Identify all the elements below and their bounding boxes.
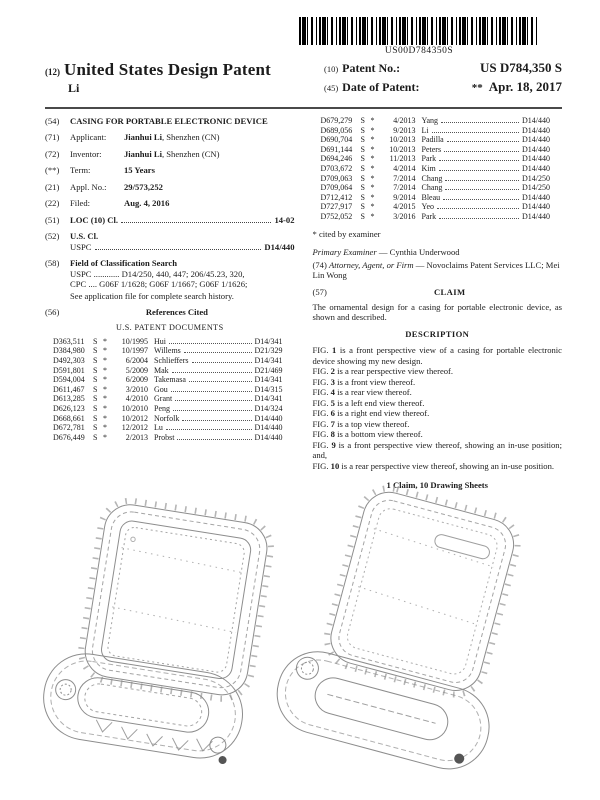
ref-patent-number: D676,449 [53,432,85,442]
ref-name: Mak [154,365,169,375]
ref-patent-number: D679,279 [320,116,353,125]
cited-by-examiner-note: * cited by examiner [312,228,381,239]
ref-patent-number: D384,980 [53,346,85,356]
ref-name: Takemasa [154,375,186,385]
ref-date: 9/2013 [393,125,416,135]
figure-descriptions [313,345,563,471]
ref-name: Kim [421,163,436,173]
dot-leader [444,151,519,152]
ref-date: 3/2010 [125,384,148,394]
dot-leader [171,391,252,392]
ref-date: 10/2013 [389,144,416,154]
dot-leader [172,372,252,373]
claim-heading: (57) CLAIM [312,287,466,298]
reference-row: D676,449 S * 2/2013 Probst D14/440 [53,433,295,443]
right-column [313,116,563,491]
ref-patent-number: D709,064 [320,183,353,193]
claim-text: The ornamental design for a casing for portable electronic device, as shown and described. [312,301,562,323]
ref-name: Chang [421,173,443,183]
ref-name: Yang [421,116,439,125]
term-section: (**) Term: 15 Years [45,165,155,176]
ref-patent-number: D689,056 [320,125,353,135]
reference-row: D689,056 S * 9/2013 Li D14/440 [321,126,563,136]
figure-description-line: FIG. 7 is a top view thereof. [312,418,410,429]
ref-patent-number: D691,144 [320,144,353,154]
ref-name: Probst [154,432,175,442]
us-patent-documents-heading: U.S. PATENT DOCUMENTS [115,322,224,332]
ref-name: Bleau [421,192,441,202]
dot-leader [177,439,251,440]
ref-name: Gou [154,384,168,394]
applicant-name: Jianhui Li [124,132,162,143]
dot-leader [169,343,252,344]
ref-date: 7/2014 [393,183,416,193]
ref-name: Park [421,211,437,221]
reference-row: D703,672 S * 4/2014 Kim D14/440 [321,164,563,174]
ref-class: D14/315 [254,384,283,394]
reference-row: D492,303 S * 6/2004 Schlieffers D14/341 [53,356,295,366]
ref-class: D21/469 [254,365,283,375]
dot-leader [432,132,519,133]
figure-description-line: FIG. 10 is a rear perspective view thereof, showing an in-use position. [312,460,555,471]
ref-name: Willems [154,346,181,356]
header-left [45,60,271,98]
dot-leader [441,122,519,123]
ref-class: D14/440 [522,135,550,145]
ref-class: D14/440 [522,202,550,212]
ref-class: D14/440 [522,125,550,135]
figure-description-line: FIG. 3 is a front view thereof. [312,376,416,387]
header-divider [45,107,562,109]
term-value: 15 Years [124,165,155,176]
search-history-note: See application file for complete search history. [70,290,234,301]
header-right [324,60,562,98]
ref-class: D21/329 [254,346,283,356]
ref-date: 4/2013 [393,116,416,125]
dot-leader [184,352,252,353]
reference-row: D591,801 S * 5/2009 Mak D21/469 [53,366,295,376]
dot-leader [182,420,251,421]
reference-row: D712,412 S * 9/2014 Bleau D14/440 [321,193,563,203]
ref-name: Park [421,154,437,164]
reference-row: D613,285 S * 4/2010 Grant D14/341 [53,394,295,404]
ref-name: Schlieffers [154,355,189,365]
reference-row: D679,279 S * 4/2013 Yang D14/440 [321,116,563,126]
ref-date: 10/2013 [389,135,416,145]
barcode [293,17,545,56]
reference-row: D611,467 S * 3/2010 Gou D14/315 [53,385,295,395]
ref-patent-number: D727,917 [320,202,353,212]
application-number: 29/573,252 [124,181,163,192]
references-table-right [313,116,563,222]
ref-date: 6/2004 [125,355,148,365]
ref-name: Norfolk [154,413,180,423]
patent-no-value: US D784,350 S [480,60,562,75]
application-number-section: (21) Appl. No.: 29/573,252 [45,181,163,192]
loc-class-value: 14-02 [274,214,295,225]
applicant-section: (71) Applicant: Jianhui Li, Shenzhen (CN) [45,132,220,143]
figure-description-line: FIG. 1 is a front perspective view of a casing for portable electronic device showing my new design. [312,345,562,366]
inventor-section: (72) Inventor: Jianhui Li, Shenzhen (CN) [45,148,220,159]
reference-row: D727,917 S * 4/2015 Yeo D14/440 [321,202,563,212]
date-code: (45) [324,83,339,93]
inventor-name: Jianhui Li [124,148,162,159]
dot-leader [95,249,262,250]
dot-leader [439,170,519,171]
ref-class: D14/440 [522,192,550,202]
reference-row: D690,704 S * 10/2013 Padilla D14/440 [321,135,563,145]
dot-leader [437,208,519,209]
ref-class: D14/440 [522,144,550,154]
ref-date: 9/2014 [393,192,416,202]
primary-examiner-line: Primary Examiner — Cynthia Underwood [312,247,460,258]
ref-name: Padilla [421,135,444,145]
ref-patent-number: D690,704 [320,135,353,145]
dot-leader [189,381,252,382]
claims-sheets-note: 1 Claim, 10 Drawing Sheets [386,480,488,491]
ref-date: 4/2010 [125,394,148,404]
ref-patent-number: D668,661 [53,413,85,423]
barcode-image [299,17,539,45]
references-table-left [45,337,295,443]
figure-rear-perspective [288,496,553,788]
us-class-section: (52) U.S. Cl. USPC D14/440 [45,231,295,252]
ref-class: D14/440 [522,154,550,164]
reference-row: D668,661 S * 10/2012 Norfolk D14/440 [53,414,295,424]
reference-row: D626,123 S * 10/2010 Peng D14/324 [53,404,295,414]
left-column [45,116,295,491]
inventor-surname: Li [68,81,80,95]
ref-class: D14/440 [522,116,550,125]
date-label: Date of Patent: [342,80,420,94]
barcode-number: US00D784350S [384,46,454,56]
document-title: United States Design Patent [64,60,272,79]
reference-row: D363,511 S * 10/1995 Hui D14/341 [53,337,295,347]
reference-row: D694,246 S * 11/2013 Park D14/440 [321,154,563,164]
figure-description-line: FIG. 2 is a rear perspective view thereof. [312,366,454,377]
filed-section: (22) Filed: Aug. 4, 2016 [45,198,170,209]
date-value: ** Apr. 18, 2017 [471,79,562,94]
figure-description-line: FIG. 6 is a right end view thereof. [312,408,430,419]
ref-date: 4/2015 [393,202,416,212]
ref-class: D14/440 [254,423,283,433]
dot-leader [173,410,252,411]
reference-row: D709,064 S * 7/2014 Chang D14/250 [321,183,563,193]
figure-description-line: FIG. 9 is a front perspective view thereof, showing an in-use position; and, [312,439,562,461]
ref-patent-number: D703,672 [320,163,353,173]
reference-row: D672,781 S * 12/2012 Lu D14/440 [53,423,295,433]
uspc-value: D14/440 [264,241,295,252]
dot-leader [445,189,519,190]
ref-date: 2/2013 [125,432,148,442]
ref-date: 5/2009 [125,365,148,375]
ref-patent-number: D492,303 [53,355,85,365]
ref-patent-number: D694,246 [320,154,353,164]
kind-code: (12) [45,67,60,77]
dot-leader [447,141,519,142]
ref-name: Peters [421,144,442,154]
reference-row: D594,004 S * 6/2009 Takemasa D14/341 [53,375,295,385]
ref-name: Peng [154,403,170,413]
ref-class: D14/440 [522,163,550,173]
dot-leader [121,222,271,223]
loc-class-section: (51) LOC (10) Cl. 14-02 [45,214,295,225]
ref-date: 10/2010 [121,403,148,413]
title-section: (54) CASING FOR PORTABLE ELECTRONIC DEVICE [45,116,295,126]
dot-leader [192,362,252,363]
ref-date: 12/2012 [121,423,148,433]
ref-date: 6/2009 [125,375,148,385]
ref-patent-number: D712,412 [320,192,353,202]
description-heading: DESCRIPTION [405,328,470,339]
ref-patent-number: D611,467 [53,384,85,394]
ref-class: D14/440 [522,211,550,221]
ref-class: D14/341 [254,394,283,404]
ref-name: Yeo [421,202,435,212]
ref-class: D14/341 [254,355,283,365]
ref-patent-number: D594,004 [53,375,85,385]
figure-description-line: FIG. 5 is a left end view thereof. [312,397,425,408]
ref-patent-number: D709,063 [320,173,353,183]
field-of-search-section: (58) Field of Classification Search USPC ............ D14/250, 440, 447; 206/45.23, 320, CPC .... G06F 1/1628; G06F 1/1667; G06F 1/1626; See application file for complete search history. [45,258,295,301]
ref-date: 10/1997 [121,346,148,356]
ref-class: D14/440 [254,432,283,442]
term-stars: ** [471,82,483,94]
drawings-area [0,490,600,800]
ref-class: D14/250 [522,183,550,193]
filed-date: Aug. 4, 2016 [124,198,170,209]
references-cited-heading: (56) References Cited [45,307,208,318]
ref-patent-number: D752,052 [320,211,353,221]
ref-class: D14/341 [254,336,283,346]
ref-name: Chang [421,183,443,193]
patent-no-label: Patent No.: [342,61,401,75]
ref-date: 10/1995 [121,336,148,346]
dot-leader [445,180,519,181]
dot-leader [443,199,519,200]
reference-row: D691,144 S * 10/2013 Peters D14/440 [321,145,563,155]
figure-description-line: FIG. 4 is a rear view thereof. [312,387,412,398]
attorney-line: (74) Attorney, Agent, or Firm — Novoclaims Patent Services LLC; Mei Lin Wong [312,259,560,280]
patent-no-code: (10) [324,64,339,74]
ref-class: D14/250 [522,173,550,183]
ref-patent-number: D626,123 [53,403,85,413]
ref-patent-number: D613,285 [53,394,85,404]
ref-date: 10/2012 [121,413,148,423]
ref-name: Li [421,125,429,135]
dot-leader [439,218,519,219]
dot-leader [166,429,252,430]
ref-patent-number: D363,511 [53,336,85,346]
invention-title: CASING FOR PORTABLE ELECTRONIC DEVICE [70,116,268,126]
ref-date: 11/2013 [389,154,416,164]
header [45,60,562,98]
ref-patent-number: D672,781 [53,423,85,433]
dot-leader [439,160,519,161]
ref-class: D14/324 [254,403,283,413]
ref-name: Grant [154,394,173,404]
reference-row: D752,052 S * 3/2016 Park D14/440 [321,212,563,222]
reference-row: D709,063 S * 7/2014 Chang D14/250 [321,174,563,184]
body-columns [45,116,562,491]
ref-name: Hui [154,336,166,346]
ref-patent-number: D591,801 [53,365,85,375]
ref-class: D14/440 [254,413,283,423]
reference-row: D384,980 S * 10/1997 Willems D21/329 [53,346,295,356]
ref-class: D14/341 [254,375,283,385]
ref-date: 4/2014 [393,163,416,173]
ref-name: Lu [154,423,163,433]
ref-date: 7/2014 [393,173,416,183]
dot-leader [175,400,251,401]
figure-description-line: FIG. 8 is a bottom view thereof. [312,429,423,440]
figure-front-perspective [48,498,303,790]
ref-date: 3/2016 [393,211,416,221]
